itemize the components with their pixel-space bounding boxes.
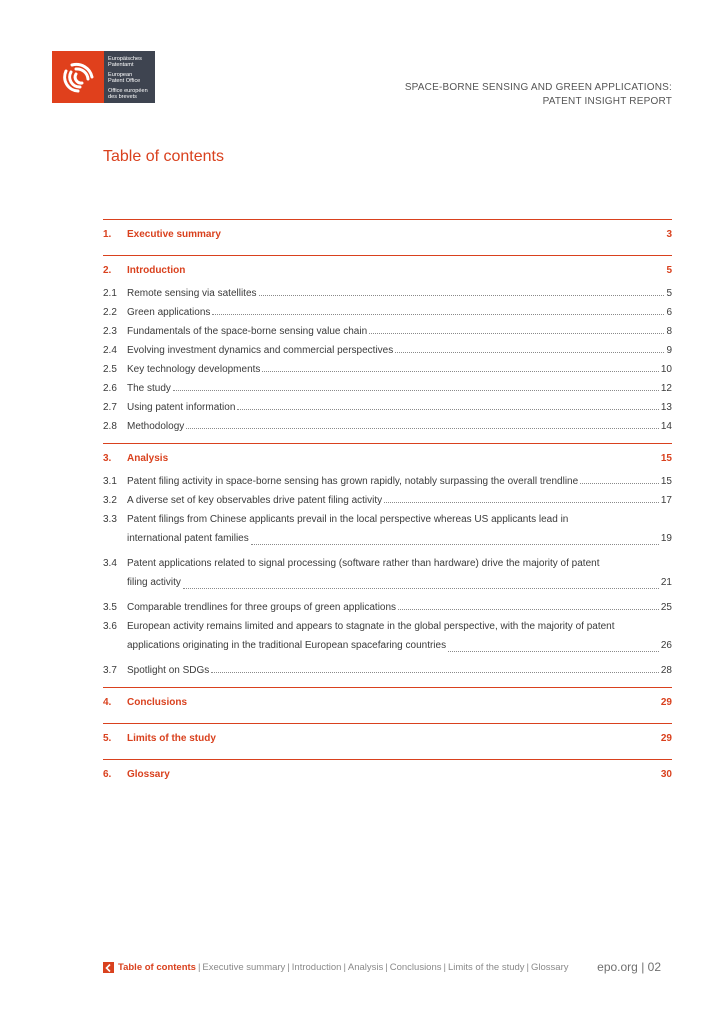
section-title: Limits of the study bbox=[127, 732, 216, 744]
toc-section-heading[interactable] bbox=[103, 764, 672, 784]
dot-leader bbox=[262, 371, 658, 372]
footer-link-glossary[interactable]: Glossary bbox=[531, 962, 569, 973]
report-header-line1: SPACE-BORNE SENSING AND GREEN APPLICATIONS: bbox=[404, 82, 672, 93]
section-number: 2. bbox=[103, 264, 112, 276]
logo-line: European bbox=[108, 71, 133, 78]
toc-section-2 bbox=[103, 255, 672, 432]
toc-section-heading[interactable] bbox=[103, 224, 672, 244]
footer-separator: | bbox=[443, 962, 446, 973]
section-number: 1. bbox=[103, 228, 112, 240]
toc-section-1 bbox=[103, 219, 672, 244]
footer-link-conclusions[interactable]: Conclusions bbox=[389, 962, 442, 973]
entry-number: 2.8 bbox=[103, 421, 117, 432]
entry-number: 2.3 bbox=[103, 326, 117, 337]
section-title: Glossary bbox=[127, 768, 170, 780]
toc-section-heading[interactable] bbox=[103, 448, 672, 468]
entry-label: Evolving investment dynamics and commercial perspectives bbox=[127, 345, 394, 356]
entry-label: Fundamentals of the space-borne sensing value chain bbox=[127, 326, 368, 337]
entry-page: 15 bbox=[660, 476, 672, 487]
footer-nav bbox=[103, 962, 568, 973]
entry-number: 2.5 bbox=[103, 364, 117, 375]
section-page: 30 bbox=[660, 768, 672, 780]
footer-separator: | bbox=[385, 962, 388, 973]
entry-page: 13 bbox=[660, 402, 672, 413]
toc-entry[interactable] bbox=[103, 657, 672, 676]
dot-leader bbox=[398, 609, 659, 610]
entry-label: Key technology developments bbox=[127, 364, 261, 375]
toc-entry[interactable] bbox=[103, 413, 672, 432]
dot-leader bbox=[259, 295, 665, 296]
dot-leader bbox=[251, 544, 659, 545]
entry-number: 3.4 bbox=[103, 558, 117, 569]
section-page: 5 bbox=[666, 264, 672, 276]
epo-logo-icon bbox=[52, 51, 104, 103]
entry-label: Using patent information bbox=[127, 402, 236, 413]
toc-section-6 bbox=[103, 759, 672, 784]
epo-logo bbox=[52, 51, 155, 103]
dot-leader bbox=[173, 390, 659, 391]
entry-page: 5 bbox=[666, 288, 672, 299]
dot-leader bbox=[448, 651, 659, 652]
toc-entry[interactable] bbox=[103, 318, 672, 337]
section-title: Analysis bbox=[127, 452, 169, 464]
entry-label-line1: Patent applications related to signal processing (software rather than hardware) drive the majority of patent bbox=[127, 558, 600, 569]
entry-label: A diverse set of key observables drive patent filing activity bbox=[127, 495, 383, 506]
section-page: 3 bbox=[666, 228, 672, 240]
toc-entry[interactable] bbox=[103, 506, 672, 550]
toc-entry[interactable] bbox=[103, 356, 672, 375]
entry-page: 12 bbox=[660, 383, 672, 394]
entry-label: Comparable trendlines for three groups of green applications bbox=[127, 602, 397, 613]
section-page: 29 bbox=[660, 732, 672, 744]
entry-number: 3.3 bbox=[103, 514, 117, 525]
entry-page: 17 bbox=[660, 495, 672, 506]
section-number: 5. bbox=[103, 732, 112, 744]
section-title: Introduction bbox=[127, 264, 186, 276]
footer-link-limits[interactable]: Limits of the study bbox=[447, 962, 525, 973]
toc-section-heading[interactable] bbox=[103, 728, 672, 748]
footer-separator: | bbox=[343, 962, 346, 973]
entry-page: 25 bbox=[660, 602, 672, 613]
section-number: 4. bbox=[103, 696, 112, 708]
entry-label: filing activity bbox=[127, 577, 181, 588]
entry-label: applications originating in the traditional European spacefaring countries bbox=[127, 640, 447, 651]
toc-section-5 bbox=[103, 723, 672, 748]
section-number: 3. bbox=[103, 452, 112, 464]
toc-entry[interactable] bbox=[103, 375, 672, 394]
toc-section-heading[interactable] bbox=[103, 692, 672, 712]
chevron-left-icon[interactable] bbox=[103, 962, 114, 973]
section-page: 29 bbox=[660, 696, 672, 708]
dot-leader bbox=[580, 483, 659, 484]
entry-label: Methodology bbox=[127, 421, 185, 432]
entry-label: The study bbox=[127, 383, 171, 394]
section-title: Executive summary bbox=[127, 228, 221, 240]
site-page-number: epo.org | 02 bbox=[597, 960, 661, 974]
entry-label: Spotlight on SDGs bbox=[127, 665, 210, 676]
entry-number: 3.2 bbox=[103, 495, 117, 506]
entry-page: 26 bbox=[660, 640, 672, 651]
toc-entry[interactable] bbox=[103, 487, 672, 506]
entry-number: 2.7 bbox=[103, 402, 117, 413]
footer-separator: | bbox=[526, 962, 529, 973]
entry-page: 14 bbox=[660, 421, 672, 432]
toc-entry[interactable] bbox=[103, 337, 672, 356]
dot-leader bbox=[186, 428, 659, 429]
footer-separator: | bbox=[287, 962, 290, 973]
logo-line: Patent Office bbox=[108, 78, 141, 85]
dot-leader bbox=[384, 502, 659, 503]
logo-line: Patentamt bbox=[108, 62, 134, 69]
toc-entry[interactable] bbox=[103, 394, 672, 413]
entry-page: 10 bbox=[660, 364, 672, 375]
page-title: Table of contents bbox=[103, 148, 224, 165]
dot-leader bbox=[395, 352, 664, 353]
toc-section-heading[interactable] bbox=[103, 260, 672, 280]
entry-page: 19 bbox=[660, 533, 672, 544]
entry-label: Green applications bbox=[127, 307, 211, 318]
section-number: 6. bbox=[103, 768, 112, 780]
entry-number: 3.1 bbox=[103, 476, 117, 487]
entry-number: 3.7 bbox=[103, 665, 117, 676]
epo-logo-text bbox=[104, 51, 155, 103]
entry-number: 2.1 bbox=[103, 288, 117, 299]
entry-label: Remote sensing via satellites bbox=[127, 288, 257, 299]
toc-entry[interactable] bbox=[103, 299, 672, 318]
entry-page: 8 bbox=[666, 326, 672, 337]
footer-link-toc[interactable]: Table of contents bbox=[118, 962, 196, 973]
dot-leader bbox=[237, 409, 658, 410]
dot-leader bbox=[183, 588, 659, 589]
entry-number: 2.4 bbox=[103, 345, 117, 356]
logo-line: Office européen bbox=[108, 87, 148, 94]
section-page: 15 bbox=[660, 452, 672, 464]
toc-entry[interactable] bbox=[103, 594, 672, 613]
logo-line: Europäisches bbox=[108, 56, 142, 62]
table-of-contents bbox=[103, 219, 672, 795]
report-header bbox=[405, 81, 672, 109]
entry-number: 3.5 bbox=[103, 602, 117, 613]
footer-link-introduction[interactable]: Introduction bbox=[291, 962, 342, 973]
footer-link-executive-summary[interactable]: Executive summary bbox=[202, 962, 286, 973]
dot-leader bbox=[211, 672, 659, 673]
entry-page: 28 bbox=[660, 665, 672, 676]
section-title: Conclusions bbox=[127, 696, 188, 708]
entry-label-line1: Patent filings from Chinese applicants prevail in the local perspective whereas US applicants lead in bbox=[127, 514, 569, 525]
entry-label-line1: European activity remains limited and appears to stagnate in the global perspective, with the majority of patent bbox=[127, 621, 615, 632]
toc-entry[interactable] bbox=[103, 550, 672, 594]
toc-entry[interactable] bbox=[103, 280, 672, 299]
logo-line: des brevets bbox=[108, 94, 137, 101]
dot-leader bbox=[212, 314, 664, 315]
toc-entry[interactable] bbox=[103, 613, 672, 657]
entry-page: 6 bbox=[666, 307, 672, 318]
entry-number: 2.6 bbox=[103, 383, 117, 394]
toc-section-4 bbox=[103, 687, 672, 712]
footer-link-analysis[interactable]: Analysis bbox=[347, 962, 384, 973]
toc-section-3 bbox=[103, 443, 672, 676]
entry-number: 2.2 bbox=[103, 307, 117, 318]
footer-separator: | bbox=[197, 962, 201, 973]
toc-entry[interactable] bbox=[103, 468, 672, 487]
entry-page: 9 bbox=[666, 345, 672, 356]
entry-number: 3.6 bbox=[103, 621, 117, 632]
entry-page: 21 bbox=[660, 577, 672, 588]
entry-label: international patent families bbox=[127, 533, 249, 544]
dot-leader bbox=[369, 333, 664, 334]
report-header-line2: PATENT INSIGHT REPORT bbox=[542, 96, 672, 107]
entry-label: Patent filing activity in space-borne sensing has grown rapidly, notably surpassing the overall trendline bbox=[127, 476, 579, 487]
